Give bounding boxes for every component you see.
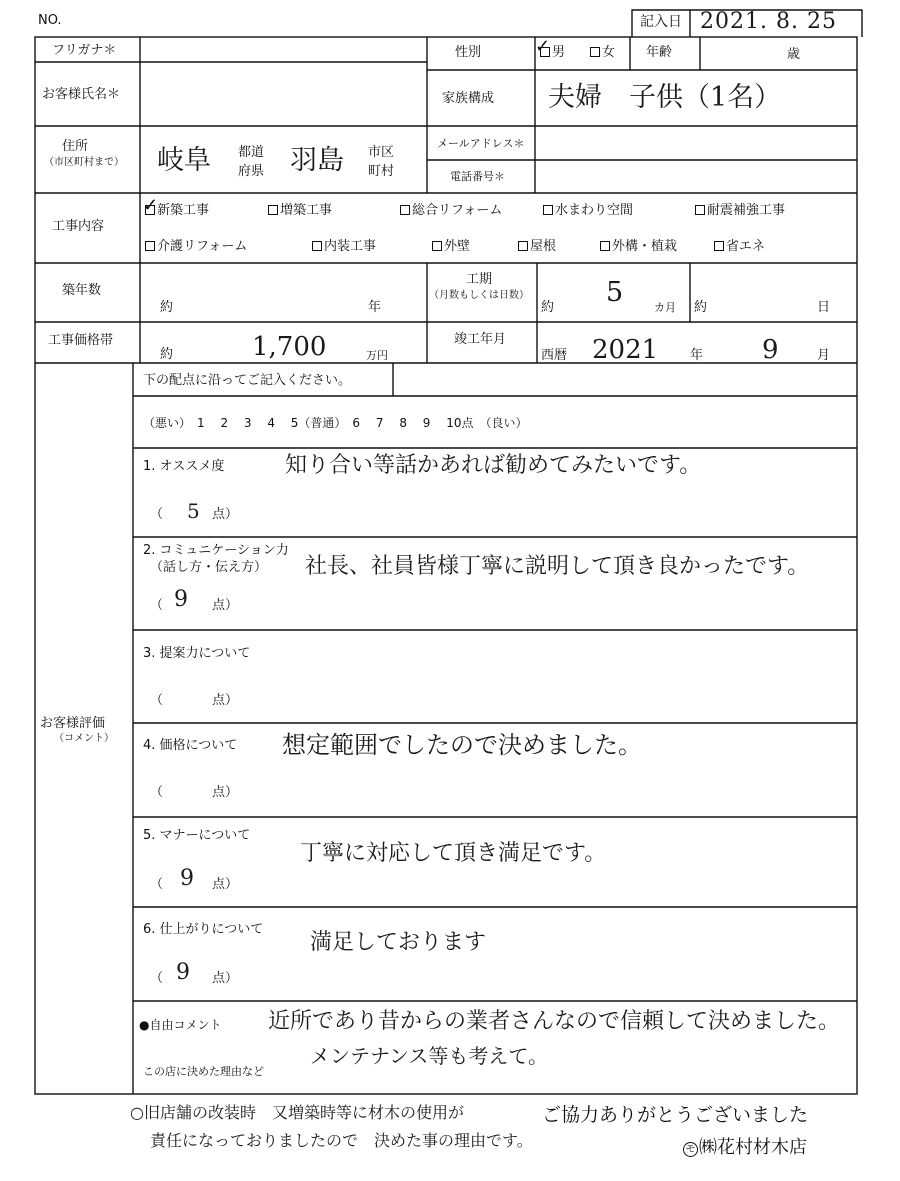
gender-label: 性別 (455, 45, 482, 60)
checkbox-icon (268, 205, 278, 215)
option-text: 外壁 (444, 239, 471, 254)
option-text: 外構・植栽 (612, 239, 678, 254)
building-age-approx: 約 (160, 300, 174, 315)
eval-item-5-comment: 丁寧に対応して頂き満足です。 (300, 841, 607, 866)
work-option-landscape[interactable] (600, 240, 677, 253)
period-months: 5 (606, 277, 624, 308)
option-text: 介護リフォーム (157, 239, 248, 254)
free-comment-line2: メンテナンス等も考えて。 (310, 1044, 548, 1068)
footer-company (683, 1139, 807, 1157)
city-unit-top: 市区 (368, 145, 395, 160)
furigana-label: フリガナ＊ (52, 43, 117, 58)
work-option-extension[interactable] (268, 204, 332, 217)
footer-note-line1: ○旧店舗の改装時 又増築時等に材木の使用が (130, 1103, 464, 1122)
free-comment-line1: 近所であり昔からの業者さんなので信頼して決めました。 (268, 1009, 841, 1034)
gender-female-option[interactable] (590, 46, 615, 59)
eval-item-4-title: 4. 価格について (143, 738, 238, 753)
phone-label: 電話番号＊ (450, 170, 505, 183)
work-option-exterior-wall[interactable] (432, 240, 470, 253)
eval-item-6-score-open: （ (150, 971, 164, 986)
work-option-energy[interactable] (714, 240, 765, 253)
period-approx: 約 (541, 300, 555, 315)
eval-item-6-score: 9 (176, 960, 190, 985)
address-prefecture: 岐阜 (157, 145, 211, 176)
building-age-label: 築年数 (62, 283, 102, 298)
work-option-care[interactable] (145, 240, 247, 253)
eval-item-1-comment: 知り合い等話かあれば勧めてみたいです。 (285, 453, 702, 478)
price-approx: 約 (160, 347, 174, 362)
option-text: 総合リフォーム (412, 203, 503, 218)
completion-month: 9 (762, 335, 779, 365)
footer-thanks: ご協力ありがとうございました (542, 1104, 809, 1126)
completion-year: 2021 (592, 335, 659, 365)
eval-item-6-score-unit: 点） (212, 971, 239, 986)
eval-item-1-score: 5 (187, 499, 200, 523)
entry-date-label: 記入日 (640, 14, 682, 30)
completion-month-char: 月 (817, 348, 831, 363)
pref-unit-bottom: 府県 (238, 164, 265, 179)
option-text: 水まわり空間 (555, 203, 634, 218)
eval-item-2-score-unit: 点） (212, 598, 239, 613)
building-age-unit: 年 (368, 300, 382, 315)
no-label: NO. (38, 13, 62, 28)
work-option-seismic[interactable] (695, 204, 785, 217)
eval-item-4-comment: 想定範囲でしたので決めました。 (282, 731, 642, 759)
eval-item-5-title: 5. マナーについて (143, 828, 251, 843)
free-comment-sub: この店に決めた理由など (143, 1065, 264, 1078)
gender-male-text: 男 (552, 45, 566, 60)
family-value: 夫婦 子供（1名） (548, 82, 782, 113)
eval-item-2-score-open: （ (150, 598, 164, 613)
work-option-roof[interactable] (518, 240, 556, 253)
day-unit: 日 (817, 300, 831, 315)
family-label: 家族構成 (442, 91, 495, 106)
checkbox-icon (600, 241, 610, 251)
evaluation-side-label: お客様評価 (40, 716, 106, 731)
option-text: 省エネ (726, 239, 766, 254)
period-label: 工期 (466, 272, 493, 287)
footer-note-line2: 責任になっておりましたので 決めた事の理由です。 (150, 1131, 533, 1150)
checkbox-icon (312, 241, 322, 251)
eval-item-6-title: 6. 仕上がりについて (143, 922, 264, 937)
eval-item-2-score: 9 (174, 587, 188, 612)
free-comment-label: ●自由コメント (139, 1018, 222, 1032)
work-option-total-reform[interactable] (400, 204, 502, 217)
gender-female-text: 女 (602, 45, 616, 60)
eval-item-1-score-unit: 点） (212, 507, 239, 522)
pref-unit-top: 都道 (238, 145, 265, 160)
age-label: 年齢 (646, 45, 673, 60)
period-sub-label: （月数もしくは日数） (429, 290, 529, 301)
month-unit: カ月 (654, 301, 676, 314)
option-text: 屋根 (530, 239, 557, 254)
work-content-label: 工事内容 (52, 219, 105, 234)
price-label: 工事価格帯 (48, 333, 114, 348)
evaluation-instructions: 下の配点に沿ってご記入ください。 (143, 373, 352, 388)
eval-item-4-score-open: （ (150, 785, 164, 800)
price-unit: 万円 (366, 349, 388, 362)
option-text: 新築工事 (157, 203, 210, 218)
completion-year-char: 年 (690, 348, 704, 363)
eval-item-5-score-unit: 点） (212, 877, 239, 892)
checkbox-icon (432, 241, 442, 251)
eval-item-1-title: 1. オススメ度 (143, 459, 225, 474)
eval-item-4-score-unit: 点） (212, 785, 239, 800)
customer-name-label: お客様氏名＊ (42, 87, 121, 102)
checkbox-icon (400, 205, 410, 215)
checkbox-icon (145, 241, 155, 251)
address-label: 住所 (62, 139, 89, 154)
checkmark-icon: ✓ (535, 36, 551, 57)
evaluation-side-sub: （コメント） (54, 733, 114, 744)
completion-label: 竣工年月 (454, 332, 507, 347)
eval-item-5-score: 9 (180, 866, 194, 891)
option-text: 内装工事 (324, 239, 377, 254)
eval-item-2-title: 2. コミュニケーション力 (143, 543, 289, 558)
checkbox-icon (590, 47, 600, 57)
evaluation-scale: （悪い） 1 2 3 4 5（普通） 6 7 8 9 10点 （良い） (143, 416, 528, 430)
checkbox-icon (518, 241, 528, 251)
eval-item-2-title-sub: （話し方・伝え方） (150, 560, 268, 575)
checkbox-icon (543, 205, 553, 215)
address-city: 羽島 (290, 145, 344, 176)
option-text: 増築工事 (280, 203, 333, 218)
eval-item-1-score-open: （ (150, 507, 164, 522)
eval-item-3-score-unit: 点） (212, 693, 239, 708)
eval-item-3-score-open: （ (150, 693, 164, 708)
company-name: ㈱花村材木店 (699, 1137, 807, 1158)
checkbox-icon (714, 241, 724, 251)
age-unit: 歳 (787, 47, 801, 62)
option-text: 耐震補強工事 (707, 203, 786, 218)
eval-item-3-title: 3. 提案力について (143, 646, 251, 661)
city-unit-bottom: 町村 (368, 164, 395, 179)
eval-item-5-score-open: （ (150, 877, 164, 892)
work-option-interior[interactable] (312, 240, 376, 253)
eval-item-2-comment: 社長、社員皆様丁寧に説明して頂き良かったです。 (305, 554, 810, 579)
work-option-water[interactable] (543, 204, 633, 217)
eval-item-6-comment: 満足しております (310, 930, 487, 955)
price-value: 1,700 (252, 332, 327, 362)
era-label: 西暦 (541, 348, 568, 363)
entry-date-value: 2021. 8. 25 (700, 9, 837, 34)
checkmark-icon: ✓ (143, 195, 159, 216)
checkbox-icon (695, 205, 705, 215)
email-label: メールアドレス＊ (437, 137, 525, 150)
period-day-approx: 約 (694, 300, 708, 315)
company-seal-icon: モ (683, 1142, 698, 1157)
address-sub-label: （市区町村まで） (44, 157, 124, 168)
